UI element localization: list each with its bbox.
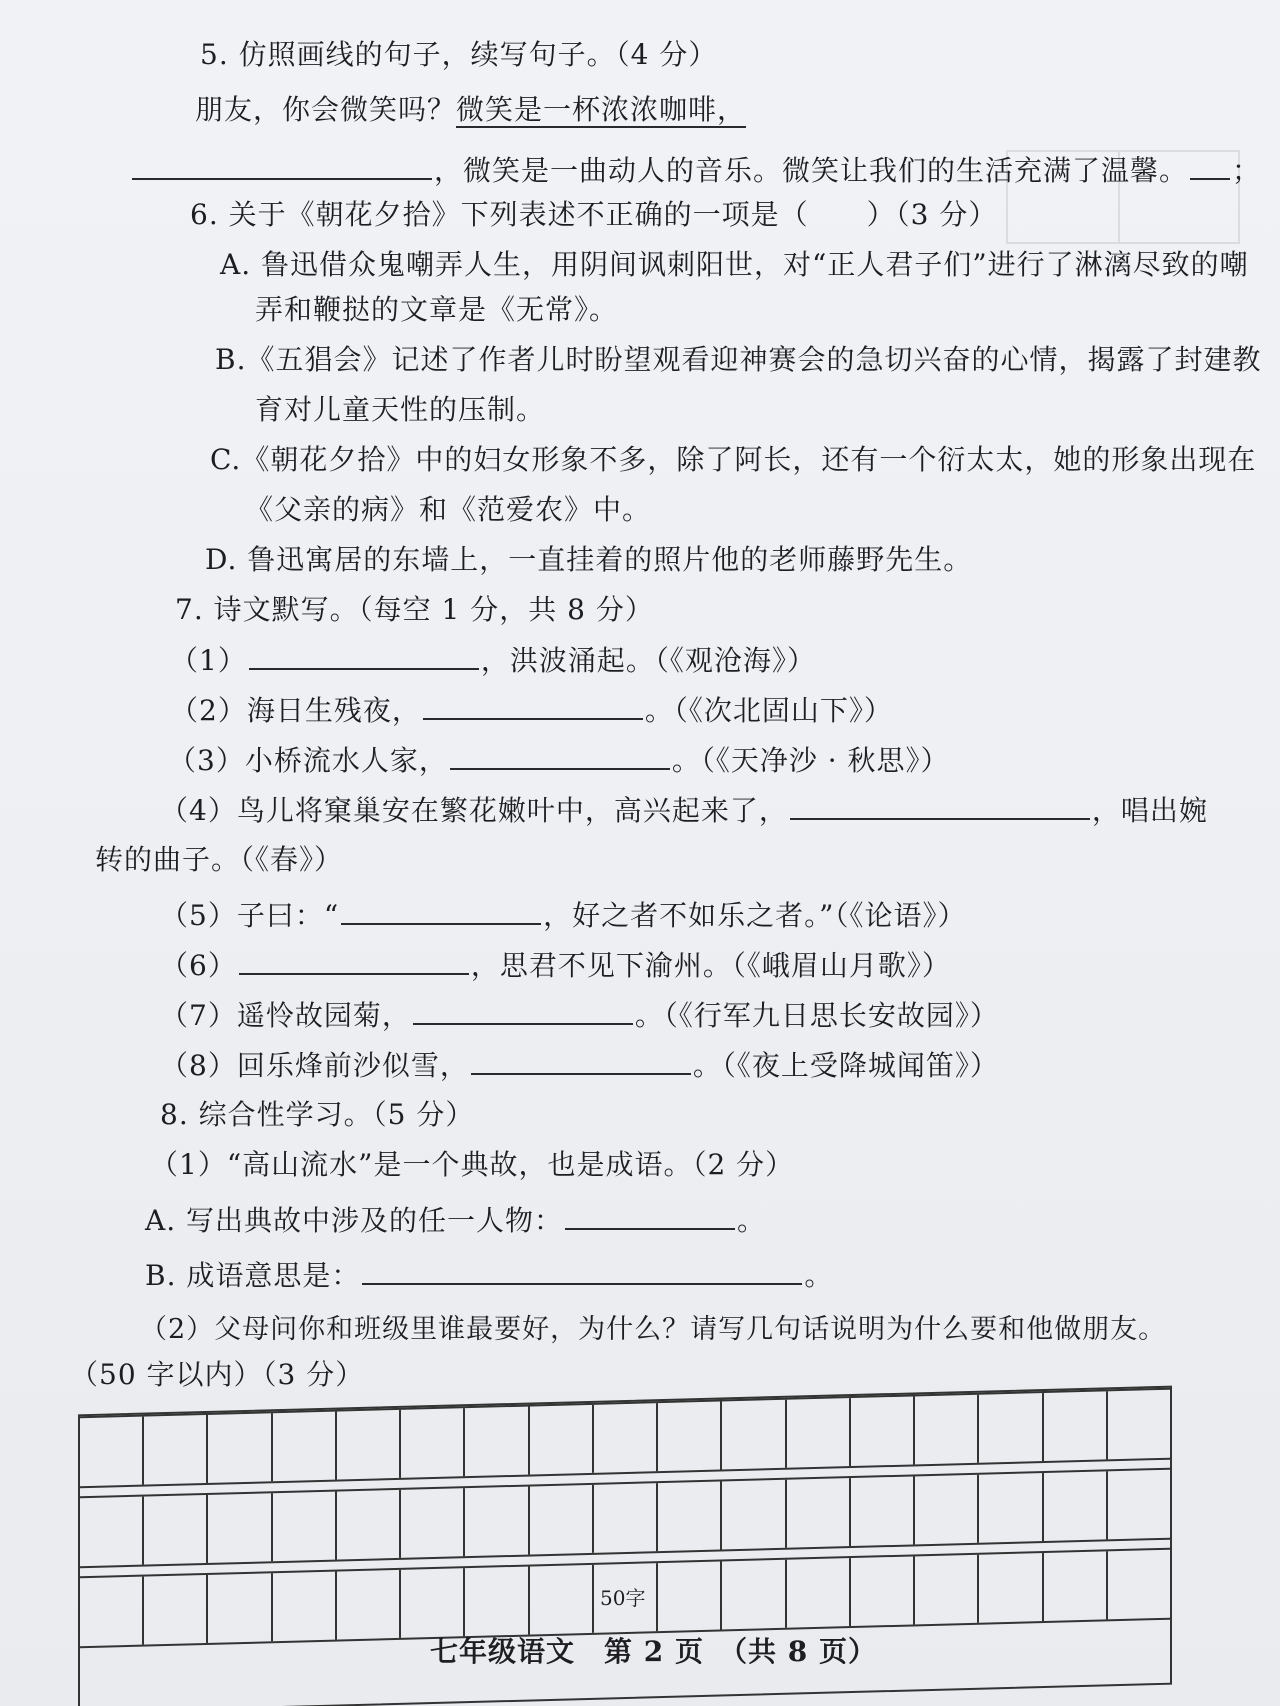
q5-title: 5. 仿照画线的句子，续写句子。（4 分） xyxy=(200,38,718,71)
q8-part-a-blank[interactable] xyxy=(565,1200,735,1230)
q5-tail: ； xyxy=(1232,154,1262,187)
q6-title: 6. 关于《朝花夕拾》下列表述不正确的一项是（ ）（3 分） xyxy=(190,198,998,231)
q5-intro-line xyxy=(195,90,746,130)
q5-intro: 朋友，你会微笑吗？ xyxy=(195,93,457,126)
q7-item-6-text: ，思君不见下渝州。（《峨眉山月歌》） xyxy=(470,949,951,982)
q6-option-b-line1: B.《五猖会》记述了作者儿时盼望观看迎神赛会的急切兴奋的心情，揭露了封建教 xyxy=(215,343,1262,376)
q7-item-3 xyxy=(168,740,950,781)
q7-item-6 xyxy=(160,945,951,986)
q7-item-6-blank[interactable] xyxy=(239,945,469,975)
q5-continuation-line xyxy=(130,150,1261,191)
q8-sub-2-note: （50 字以内）（3 分） xyxy=(70,1358,365,1391)
q7-item-4-tail: ，唱出婉 xyxy=(1091,794,1208,827)
q7-item-7-source: 。（《行军九日思长安故园》） xyxy=(634,999,999,1032)
q7-item-5-source: ，好之者不如乐之者。”（《论语》） xyxy=(543,899,967,932)
q7-item-8-source: 。（《夜上受降城闻笛》） xyxy=(692,1049,999,1082)
q7-item-1-label: （1） xyxy=(170,644,247,677)
q7-item-3-text: （3）小桥流水人家， xyxy=(168,744,448,777)
q7-item-7-blank[interactable] xyxy=(413,995,633,1025)
q7-item-1 xyxy=(170,640,816,681)
q7-item-2-source: 。（《次北固山下》） xyxy=(644,694,893,727)
q7-item-1-blank[interactable] xyxy=(249,640,479,670)
q7-title: 7. 诗文默写。（每空 1 分，共 8 分） xyxy=(175,593,654,626)
q7-item-5-text: （5）子曰：“ xyxy=(160,899,340,932)
q8-part-b xyxy=(145,1255,833,1296)
q7-item-5 xyxy=(160,895,966,936)
q8-title: 8. 综合性学习。（5 分） xyxy=(160,1098,475,1131)
q7-item-7 xyxy=(160,995,999,1036)
q8-part-a-text: A. 写出典故中涉及的任一人物： xyxy=(145,1204,564,1237)
page-footer: 七年级语文 第 2 页 （共 8 页） xyxy=(430,1635,877,1668)
q8-sub-2: （2）父母问你和班级里谁最要好，为什么？请写几句话说明为什么要和他做朋友。 xyxy=(140,1314,1167,1345)
q6-option-c-line2: 《父亲的病》和《范爱农》中。 xyxy=(245,493,652,526)
q7-item-8-blank[interactable] xyxy=(471,1045,691,1075)
q7-item-4-blank[interactable] xyxy=(790,790,1090,820)
q6-option-c-line1: C.《朝花夕拾》中的妇女形象不多，除了阿长，还有一个衍太太，她的形象出现在 xyxy=(210,443,1257,476)
q7-item-3-source: 。（《天净沙 · 秋思》） xyxy=(671,744,950,777)
q8-part-b-blank[interactable] xyxy=(362,1255,802,1285)
q7-item-7-text: （7）遥怜故园菊， xyxy=(160,999,411,1032)
q7-item-4 xyxy=(160,790,1208,831)
q7-item-3-blank[interactable] xyxy=(450,740,670,770)
q7-item-1-text: ，洪波涌起。（《观沧海》） xyxy=(480,644,816,677)
q6-option-a-line1: A. 鲁迅借众鬼嘲弄人生，用阴间讽刺阳世，对“正人君子们”进行了淋漓尽致的嘲 xyxy=(220,248,1249,281)
q5-answer-blank-2[interactable] xyxy=(1190,150,1230,180)
q7-item-2-blank[interactable] xyxy=(423,690,643,720)
q7-item-5-blank[interactable] xyxy=(341,895,541,925)
q5-middle-text: ，微笑是一曲动人的音乐。微笑让我们的生活充满了温馨。 xyxy=(434,154,1189,187)
q7-item-4-text: （4）鸟儿将窠巢安在繁花嫩叶中，高兴起来了， xyxy=(160,794,788,827)
q7-item-6-label: （6） xyxy=(160,949,237,982)
q7-item-8 xyxy=(160,1045,999,1086)
q6-option-a-line2: 弄和鞭挞的文章是《无常》。 xyxy=(255,293,619,326)
q8-part-b-end: 。 xyxy=(804,1259,834,1292)
q8-sub-1: （1）“高山流水”是一个典故，也是成语。（2 分） xyxy=(150,1148,795,1181)
q5-answer-blank-1[interactable] xyxy=(132,150,432,180)
q6-option-b-line2: 育对儿童天性的压制。 xyxy=(255,393,546,426)
q8-part-a xyxy=(145,1200,766,1241)
q7-item-2 xyxy=(170,690,893,731)
q7-item-8-text: （8）回乐烽前沙似雪， xyxy=(160,1049,469,1082)
q8-part-a-end: 。 xyxy=(737,1204,767,1237)
q8-part-b-text: B. 成语意思是： xyxy=(145,1259,361,1292)
q7-item-4-continuation: 转的曲子。（《春》） xyxy=(95,843,344,876)
q7-item-2-text: （2）海日生残夜， xyxy=(170,694,421,727)
grid-char-count: 50字 xyxy=(600,1586,646,1610)
q6-option-d: D. 鲁迅寓居的东墙上，一直挂着的照片他的老师藤野先生。 xyxy=(205,543,973,576)
q5-underlined-sentence: 微笑是一杯浓浓咖啡， xyxy=(456,93,747,126)
